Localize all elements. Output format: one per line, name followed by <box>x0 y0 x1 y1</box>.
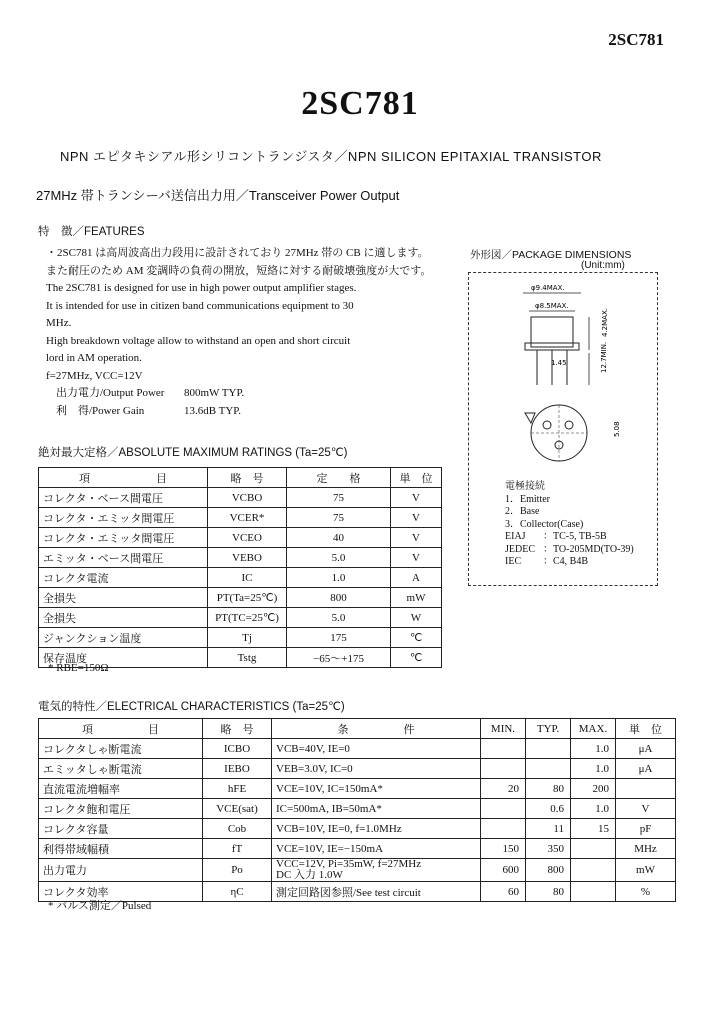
symbol-cell: PT(TC=25℃) <box>208 608 287 628</box>
part-number-corner: 2SC781 <box>608 30 664 49</box>
table-row <box>39 508 442 528</box>
item-cell: エミッタ・ベース間電圧 <box>39 548 208 568</box>
table-row <box>39 528 442 548</box>
dim-label: φ9.4MAX. <box>531 284 565 292</box>
max-cell <box>571 882 616 902</box>
feature-line: MHz. <box>46 317 72 329</box>
table-row <box>39 759 676 779</box>
feature-line: It is intended for use in citizen band communications equipment to 30 <box>46 299 354 312</box>
max-cell: 1.0 <box>571 739 616 759</box>
typ-cell <box>526 759 571 779</box>
electrical-heading: 電気的特性／ELECTRICAL CHARACTERISTICS (Ta=25℃) <box>38 701 345 713</box>
item-cell: コレクタ飽和電圧 <box>39 799 203 819</box>
electrode-title: 電極接続 <box>505 481 545 492</box>
item-cell: 保存温度 <box>39 648 208 668</box>
table-row <box>39 548 442 568</box>
rating-cell: 75 <box>287 488 391 508</box>
column-header: 略 号 <box>208 468 287 488</box>
feature-line: lord in AM operation. <box>46 352 142 364</box>
feature-line: ・2SC781 は高周波高出力段用に設計されており 27MHz 帯の CB に適します。 <box>46 247 429 259</box>
item-cell: コレクタ電流 <box>39 568 208 588</box>
max-cell: 1.0 <box>571 799 616 819</box>
condition-cell: VEB=3.0V, IC=0 <box>272 759 481 779</box>
unit-cell: W <box>391 608 442 628</box>
min-cell <box>481 819 526 839</box>
standard-value: C4, B4B <box>553 556 589 567</box>
unit-cell: V <box>391 508 442 528</box>
condition-cell: VCE=10V, IE=−150mA <box>272 839 481 859</box>
item-cell: 全損失 <box>39 588 208 608</box>
symbol-cell: VCEO <box>208 528 287 548</box>
typ-cell: 0.6 <box>526 799 571 819</box>
typ-cell: 80 <box>526 779 571 799</box>
rating-cell: 800 <box>287 588 391 608</box>
abs-max-footnote: * RBE=150Ω <box>48 662 109 674</box>
abs-max-body <box>39 488 442 668</box>
table-row <box>39 488 442 508</box>
unit-cell: V <box>616 799 676 819</box>
max-cell: 15 <box>571 819 616 839</box>
min-cell: 60 <box>481 882 526 902</box>
symbol-cell: fT <box>203 839 272 859</box>
max-cell: 1.0 <box>571 759 616 779</box>
column-header: MAX. <box>571 719 616 739</box>
table-row <box>39 739 676 759</box>
column-header: 略 号 <box>203 719 272 739</box>
table-row <box>39 839 676 859</box>
spec-label: 出力電力/Output Power <box>56 387 165 399</box>
package-heading: 外形図／PACKAGE DIMENSIONS <box>470 249 632 261</box>
electrical-table <box>38 718 676 902</box>
features-heading: 特 徴／FEATURES <box>38 226 145 238</box>
unit-cell: ℃ <box>391 628 442 648</box>
item-cell: コレクタ・ベース間電圧 <box>39 488 208 508</box>
unit-cell: μA <box>616 739 676 759</box>
rating-cell: 40 <box>287 528 391 548</box>
symbol-cell: IEBO <box>203 759 272 779</box>
unit-cell: mW <box>391 588 442 608</box>
electrode: 1．Emitter <box>505 493 550 505</box>
table-row <box>39 628 442 648</box>
dim-label: 12.7MIN. <box>600 341 608 373</box>
unit-cell: V <box>391 488 442 508</box>
standard-org: JEDEC <box>505 543 535 555</box>
package-legend <box>505 481 634 569</box>
unit-cell: MHz <box>616 839 676 859</box>
symbol-cell: ICBO <box>203 739 272 759</box>
rating-cell: 5.0 <box>287 608 391 628</box>
table-row <box>39 799 676 819</box>
symbol-cell: VEBO <box>208 548 287 568</box>
electrical-body <box>39 739 676 902</box>
table-header-row <box>39 468 442 488</box>
abs-max-table <box>38 467 442 668</box>
unit-cell: V <box>391 528 442 548</box>
application-line: 27MHz 帯トランシーバ送信出力用／Transceiver Power Output <box>36 188 400 203</box>
standard-row: IEC ：C4, B4B <box>505 556 589 567</box>
item-cell: コレクタ容量 <box>39 819 203 839</box>
electrode: 2．Base <box>505 506 540 517</box>
pin-1 <box>543 421 551 429</box>
package-unit: (Unit:mm) <box>581 260 625 271</box>
condition-cell: 測定回路図参照/See test circuit <box>272 882 481 902</box>
condition-line: VCC=12V, Pi=35mW, f=27MHz <box>276 858 422 870</box>
feature-line: High breakdown voltage allow to withstand an open and short circuit <box>46 334 351 347</box>
typ-cell: 350 <box>526 839 571 859</box>
feature-line: f=27MHz, VCC=12V <box>46 369 143 382</box>
column-header: 単 位 <box>616 719 676 739</box>
abs-max-heading: 絶対最大定格／ABSOLUTE MAXIMUM RATINGS (Ta=25℃) <box>38 447 348 459</box>
typ-cell: 80 <box>526 882 571 902</box>
spec-label: 利 得/Power Gain <box>56 404 145 417</box>
symbol-cell: hFE <box>203 779 272 799</box>
condition-cell: VCE=10V, IC=150mA* <box>272 779 481 799</box>
symbol-cell: ηC <box>203 882 272 902</box>
subtitle: NPN エピタキシアル形シリコントランジスタ／NPN SILICON EPITAXIAL TRANSISTOR <box>60 149 602 164</box>
standard-row: JEDEC ：TO-205MD(TO-39) <box>505 543 634 555</box>
item-cell: コレクタしゃ断電流 <box>39 739 203 759</box>
symbol-cell: VCER* <box>208 508 287 528</box>
symbol-cell: VCE(sat) <box>203 799 272 819</box>
unit-cell: ℃ <box>391 648 442 668</box>
symbol-cell: Tj <box>208 628 287 648</box>
table-row <box>39 779 676 799</box>
feature-spec <box>46 403 446 421</box>
unit-cell: pF <box>616 819 676 839</box>
column-header: 項 目 <box>39 468 208 488</box>
table-header-row <box>39 719 676 739</box>
condition-cell: VCB=40V, IE=0 <box>272 739 481 759</box>
condition-cell: VCB=10V, IE=0, f=1.0MHz <box>272 819 481 839</box>
max-cell: 200 <box>571 779 616 799</box>
unit-cell <box>616 779 676 799</box>
item-cell: コレクタ・エミッタ間電圧 <box>39 528 208 548</box>
dim-label: φ8.5MAX. <box>535 302 569 310</box>
table-row <box>39 859 676 882</box>
symbol-cell: PT(Ta=25℃) <box>208 588 287 608</box>
rating-cell: 1.0 <box>287 568 391 588</box>
item-cell: 出力電力 <box>39 859 203 882</box>
dim-label: 1.45 <box>551 359 567 367</box>
item-cell: コレクタ効率 <box>39 882 203 902</box>
unit-cell: mW <box>616 859 676 882</box>
max-cell <box>571 859 616 882</box>
symbol-cell: IC <box>208 568 287 588</box>
item-cell: ジャンクション温度 <box>39 628 208 648</box>
column-header: 項 目 <box>39 719 203 739</box>
min-cell <box>481 799 526 819</box>
feature-line: また耐圧のため AM 変調時の負荷の開放，短絡に対する耐破壊強度が大です。 <box>46 264 432 277</box>
typ-cell: 800 <box>526 859 571 882</box>
column-header: MIN. <box>481 719 526 739</box>
symbol-cell: VCBO <box>208 488 287 508</box>
condition-cell <box>272 859 481 882</box>
rating-cell: 175 <box>287 628 391 648</box>
max-cell <box>571 839 616 859</box>
spec-value: 13.6dB TYP. <box>184 404 241 417</box>
standard-org: IEC <box>505 556 522 567</box>
typ-cell <box>526 739 571 759</box>
unit-cell: V <box>391 548 442 568</box>
item-cell: 利得帯域幅積 <box>39 839 203 859</box>
feature-line: The 2SC781 is designed for use in high power output amplifier stages. <box>46 282 357 294</box>
min-cell <box>481 759 526 779</box>
min-cell: 20 <box>481 779 526 799</box>
rating-cell: −65〜+175 <box>287 648 391 668</box>
column-header: 条 件 <box>272 719 481 739</box>
symbol-cell: Tstg <box>208 648 287 668</box>
typ-cell: 11 <box>526 819 571 839</box>
features-text <box>46 245 446 420</box>
symbol-cell: Cob <box>203 819 272 839</box>
item-cell: エミッタしゃ断電流 <box>39 759 203 779</box>
unit-cell: μA <box>616 759 676 779</box>
table-row <box>39 568 442 588</box>
item-cell: 直流電流増幅率 <box>39 779 203 799</box>
condition-line: DC 入力 1.0W <box>276 869 343 881</box>
item-cell: 全損失 <box>39 608 208 628</box>
condition-cell: IC=500mA, IB=50mA* <box>272 799 481 819</box>
table-row <box>39 588 442 608</box>
standard-value: TC-5, TB-5B <box>553 531 607 542</box>
column-header: 定 格 <box>287 468 391 488</box>
unit-cell: % <box>616 882 676 902</box>
rating-cell: 75 <box>287 508 391 528</box>
min-cell: 600 <box>481 859 526 882</box>
standard-org: EIAJ <box>505 531 526 542</box>
min-cell: 150 <box>481 839 526 859</box>
standard-row: EIAJ ：TC-5, TB-5B <box>505 531 607 542</box>
feature-spec <box>46 385 446 403</box>
table-row <box>39 819 676 839</box>
pin-2 <box>565 421 573 429</box>
standard-value: TO-205MD(TO-39) <box>553 543 634 555</box>
unit-cell: A <box>391 568 442 588</box>
electrical-footnote: * パルス測定／Pulsed <box>48 900 152 912</box>
spec-value: 800mW TYP. <box>184 387 245 399</box>
item-cell: コレクタ・エミッタ間電圧 <box>39 508 208 528</box>
min-cell <box>481 739 526 759</box>
page-title: 2SC781 <box>301 85 419 122</box>
column-header: 単 位 <box>391 468 442 488</box>
dim-label: 4.2MAX. <box>601 308 609 337</box>
electrode: 3．Collector(Case) <box>505 518 584 530</box>
table-row <box>39 608 442 628</box>
rating-cell: 5.0 <box>287 548 391 568</box>
column-header: TYP. <box>526 719 571 739</box>
symbol-cell: Po <box>203 859 272 882</box>
dim-label: 5.08 <box>613 421 621 437</box>
